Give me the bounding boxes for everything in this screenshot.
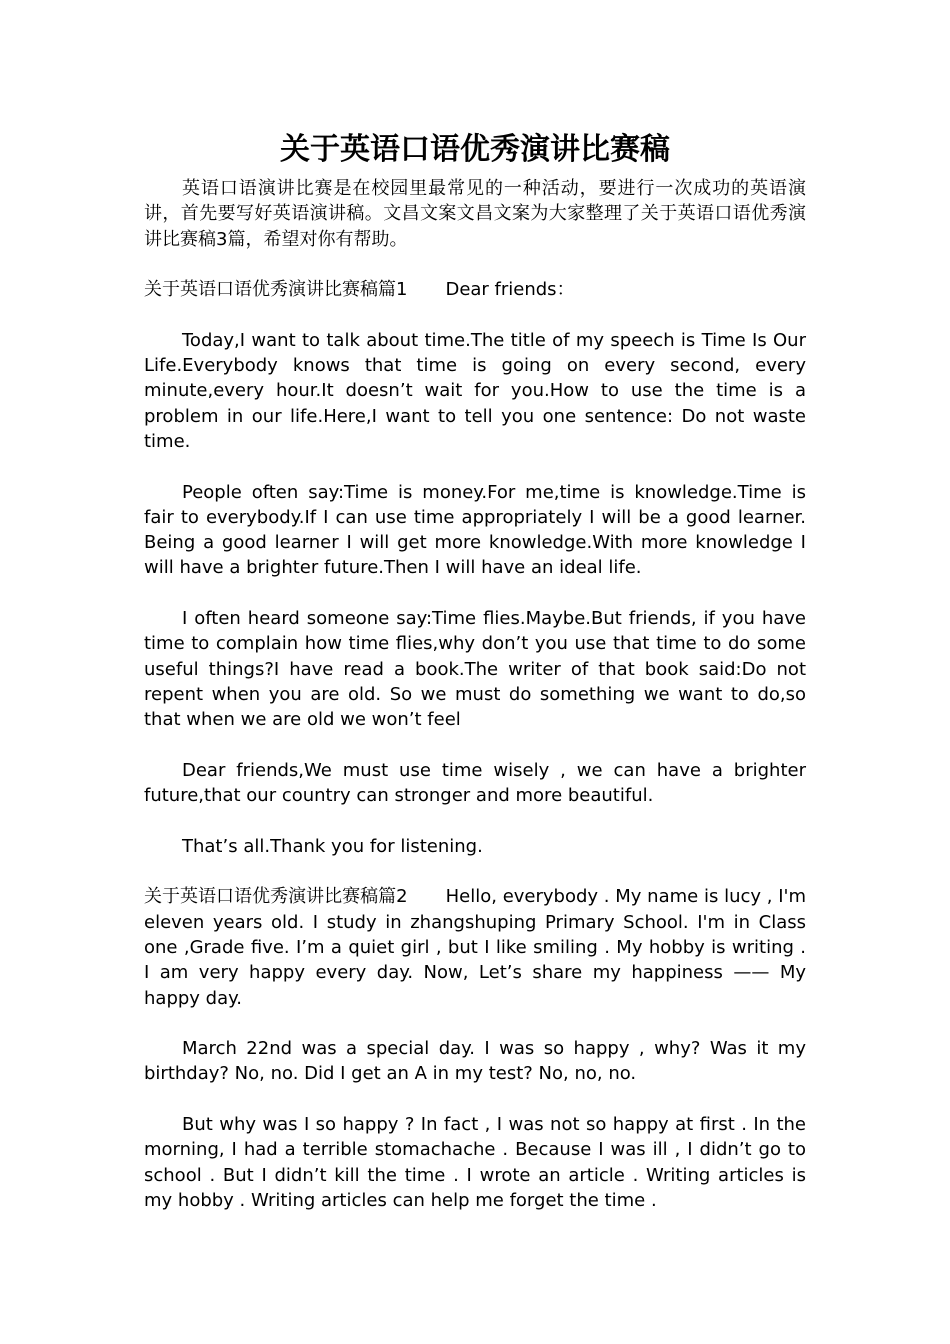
section2-paragraph-2: But why was I so happy ? In fact , I was not so happy at first . In the morning, I had a terrible stomachache . Because I was ill , I didn’t go to school . But I didn’t kill the time . I wrote an article . Writing articles is my hobby . Writing articles can help me forget the time . bbox=[144, 1113, 806, 1211]
section1-heading: 关于英语口语优秀演讲比赛稿篇1 bbox=[144, 279, 408, 301]
section2-lead: Hello, everybody . My name is lucy , I'm eleven years old. I study in zhangshuping Primary School. I'm in Class one ,Grade five. I’m a quiet girl , but I like smiling . My hobby is writing . I am very happy every day. Now, Let’s share my happiness —— My happy day. bbox=[144, 886, 807, 1009]
document-title: 关于英语口语优秀演讲比赛稿 bbox=[280, 132, 670, 167]
section2-heading: 关于英语口语优秀演讲比赛稿篇2 bbox=[144, 886, 408, 908]
section1-paragraph-3: I often heard someone say:Time flies.Maybe.But friends, if you have time to complain how time flies,why don’t you use that time to do some useful things?I have read a book.The writer of that book said:Do not repent when you are old. So we must do something we want to do,so that when we are old we won’t feel bbox=[144, 608, 806, 731]
document-body bbox=[144, 128, 806, 1238]
section1-lead: Dear friends： bbox=[445, 279, 575, 301]
section1-paragraph-4: Dear friends,We must use time wisely , we can have a brighter future,that our country can stronger and more beautiful. bbox=[144, 759, 806, 807]
section1-heading-line bbox=[144, 277, 806, 302]
section1-paragraph-1: Today,I want to talk about time.The title of my speech is Time Is Our Life.Everybody knows that time is going on every second, every minute,every hour.It doesn’t wait for you.How to use the time is a problem in our life.Here,I want to tell you one sentence: Do not waste time. bbox=[144, 329, 806, 452]
section2-paragraph-1: March 22nd was a special day. I was so happy , why? Was it my birthday? No, no. Did I get an A in my test? No, no, no. bbox=[144, 1038, 806, 1085]
section1-paragraph-2: People often say:Time is money.For me,time is knowledge.Time is fair to everybody.If I can use time appropriately I will be a good learner. Being a good learner I will get more knowledge.With more knowledge I will have a brighter future.Then I will have an ideal life. bbox=[144, 481, 806, 579]
section1-paragraph-5: That’s all.Thank you for listening. bbox=[182, 835, 483, 857]
intro-paragraph: 英语口语演讲比赛是在校园里最常见的一种活动，要进行一次成功的英语演讲，首先要写好英语演讲稿。文昌文案文昌文案为大家整理了关于英语口语优秀演讲比赛稿3篇，希望对你有帮助。 bbox=[144, 178, 806, 250]
section2-heading-line bbox=[144, 884, 806, 1010]
